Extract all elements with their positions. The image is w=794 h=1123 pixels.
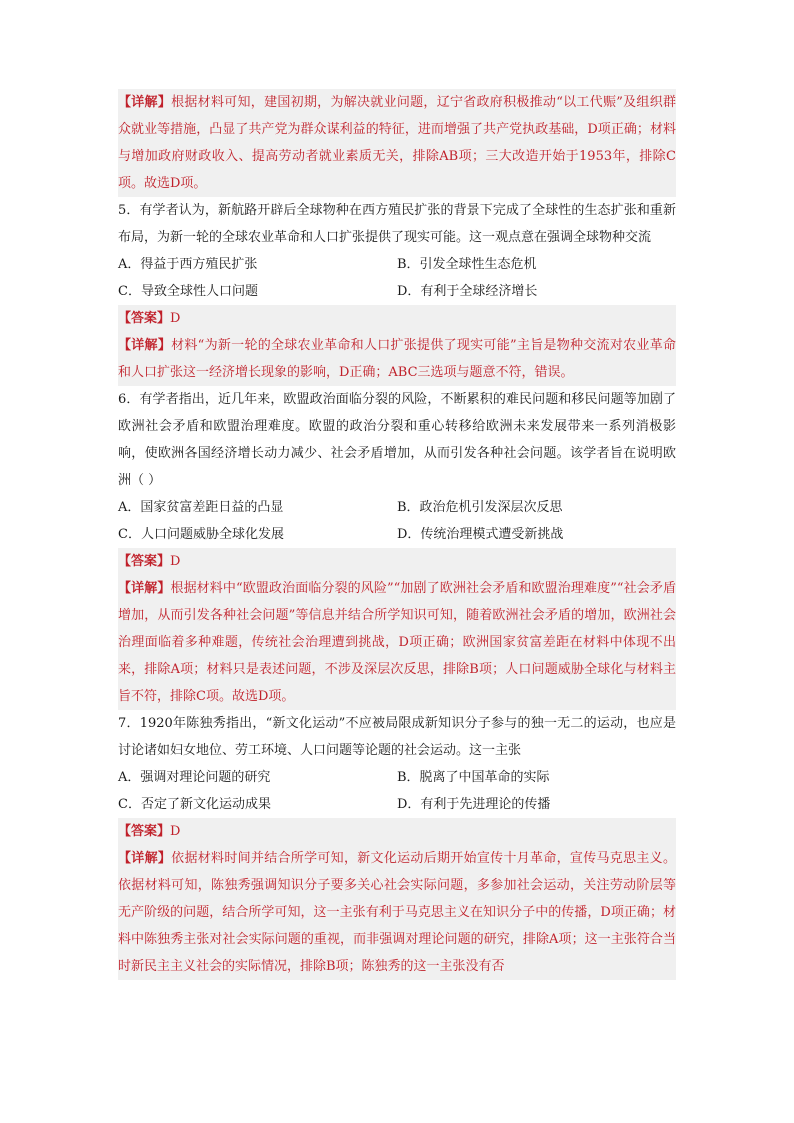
q5-options bbox=[118, 251, 676, 305]
q6-option-b: B．政治危机引发深层次反思 bbox=[397, 500, 563, 515]
answer-value: D bbox=[170, 311, 181, 326]
explain-tag: 【详解】 bbox=[118, 95, 172, 110]
content-column bbox=[118, 89, 676, 980]
q6-options bbox=[118, 494, 676, 548]
q7-stem: 7．1920年陈独秀指出，“新文化运动”不应被局限成新知识分子参与的独一无二的运动，也应是讨论诸如妇女地位、劳工环境、人口问题等论题的社会运动。这一主张 bbox=[118, 716, 676, 758]
explain-tag: 【详解】 bbox=[118, 581, 171, 596]
q7-option-c: C．否定了新文化运动成果 bbox=[118, 797, 271, 812]
answer-tag: 【答案】 bbox=[118, 311, 171, 326]
q5-answer bbox=[118, 305, 676, 332]
answer-value: D bbox=[170, 554, 181, 569]
q7-options bbox=[118, 764, 676, 818]
q5-explanation bbox=[118, 332, 676, 386]
explain-text: 材料“为新一轮的全球农业革命和人口扩张提供了现实可能”主旨是物种交流对农业革命和人口扩张这一经济增长现象的影响，D正确；ABC三选项与题意不符，错误。 bbox=[118, 338, 676, 380]
q7-option-d: D．有利于先进理论的传播 bbox=[397, 797, 551, 812]
q5-stem: 5．有学者认为，新航路开辟后全球物种在西方殖民扩张的背景下完成了全球性的生态扩张和重新布局，为新一轮的全球农业革命和人口扩张提供了现实可能。这一观点意在强调全球物种交流 bbox=[118, 203, 676, 245]
q4-explanation bbox=[118, 89, 676, 197]
q7-option-a: A．强调对理论问题的研究 bbox=[118, 770, 271, 785]
explain-tag: 【详解】 bbox=[118, 851, 172, 866]
explain-text: 根据材料可知，建国初期，为解决就业问题，辽宁省政府积极推动“以工代赈”及组织群众就业等措施，凸显了共产党为群众谋利益的特征，进而增强了共产党执政基础，D项正确；材料与增加政府财政收入、提高劳动者就业素质无关，排除AB项；三大改造开始于1953年，排除C项。故选D项。 bbox=[118, 95, 676, 191]
q6-option-d: D．传统治理模式遭受新挑战 bbox=[397, 527, 564, 542]
answer-tag: 【答案】 bbox=[118, 824, 171, 839]
q6-option-a: A．国家贫富差距日益的凸显 bbox=[118, 500, 284, 515]
q5-option-a: A．得益于西方殖民扩张 bbox=[118, 257, 258, 272]
q6-option-c: C．人口问题威胁全球化发展 bbox=[118, 527, 284, 542]
explain-text: 根据材料中“欧盟政治面临分裂的风险”“加剧了欧洲社会矛盾和欧盟治理难度”“社会矛盾增加，从而引发各种社会问题”等信息并结合所学知识可知，随着欧洲社会矛盾的增加，欧洲社会治理面临着多种难题，传统社会治理遭到挑战，D项正确；欧洲国家贫富差距在材料中体现不出来，排除A项；材料只是表述问题，不涉及深层次反思，排除B项；人口问题威胁全球化与材料主旨不符，排除C项。故选D项。 bbox=[118, 581, 676, 704]
q6-stem: 6．有学者指出，近几年来，欧盟政治面临分裂的风险，不断累积的难民问题和移民问题等加剧了欧洲社会矛盾和欧盟治理难度。欧盟的政治分裂和重心转移给欧洲未来发展带来一系列消极影响，使欧洲各国经济增长动力减少、社会矛盾增加，从而引发各种社会问题。该学者旨在说明欧洲（ ） bbox=[118, 392, 676, 488]
q5-option-d: D．有利于全球经济增长 bbox=[397, 284, 538, 299]
explain-tag: 【详解】 bbox=[118, 338, 172, 353]
q5-option-c: C．导致全球性人口问题 bbox=[118, 284, 258, 299]
q5-option-b: B．引发全球性生态危机 bbox=[397, 257, 537, 272]
q7-option-b: B．脱离了中国革命的实际 bbox=[397, 770, 550, 785]
q6-explanation bbox=[118, 575, 676, 710]
explain-text: 依据材料时间并结合所学可知，新文化运动后期开始宣传十月革命，宣传马克思主义。依据材料可知，陈独秀强调知识分子要多关心社会实际问题，多参加社会运动，关注劳动阶层等无产阶级的问题，结合所学可知，这一主张有利于马克思主义在知识分子中的传播，D项正确；材料中陈独秀主张对社会实际问题的重视，而非强调对理论问题的研究，排除A项；这一主张符合当时新民主主义社会的实际情况，排除B项；陈独秀的这一主张没有否 bbox=[118, 851, 676, 974]
q7-answer bbox=[118, 818, 676, 845]
answer-value: D bbox=[170, 824, 181, 839]
q6-answer bbox=[118, 548, 676, 575]
q7-explanation bbox=[118, 845, 676, 980]
answer-tag: 【答案】 bbox=[118, 554, 171, 569]
